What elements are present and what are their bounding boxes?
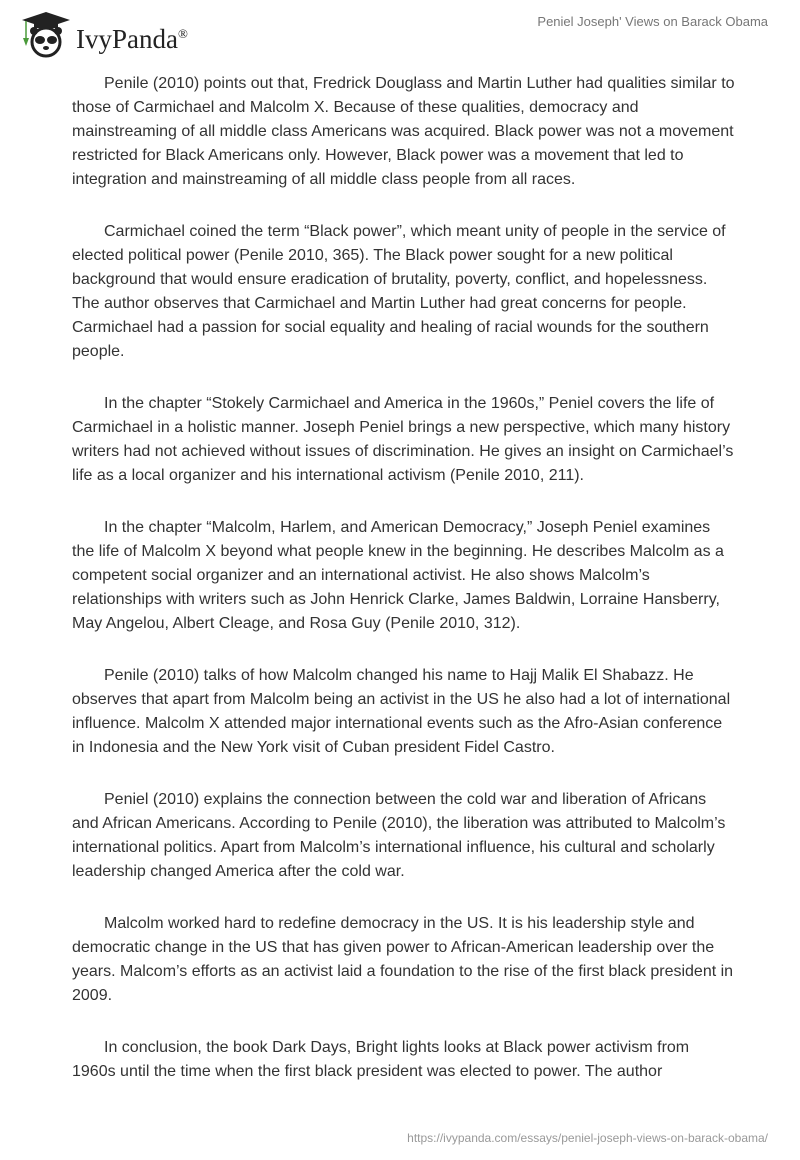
ivypanda-logo[interactable] (18, 10, 188, 58)
paragraph: In conclusion, the book Dark Days, Bright lights looks at Black power activism from 1960s until the time when the first black president was elected to power. The author (72, 1039, 690, 1080)
document-title: Peniel Joseph' Views on Barack Obama (537, 14, 768, 29)
paragraph: Penile (2010) points out that, Fredrick Douglass and Martin Luther had qualities similar to those of Carmichael and Malcolm X. Because of these qualities, democracy and mainstreaming of all middle class Americans was acquired. Black power was not a movement restricted for Black Americans only. However, Black power was a movement that led to integration and mainstreaming of all middle class people from all races. (72, 75, 735, 188)
source-url[interactable]: https://ivypanda.com/essays/peniel-joseph-views-on-barack-obama/ (407, 1131, 768, 1145)
logo-text: IvyPanda® (76, 23, 188, 54)
paragraph: In the chapter “Malcolm, Harlem, and American Democracy,” Joseph Peniel examines the life of Malcolm X beyond what people knew in the beginning. He describes Malcolm as a competent social organizer and an international activist. He also shows Malcolm’s relationships with writers such as John Henrick Clarke, James Baldwin, Lorraine Hansberry, May Angelou, Albert Cleage, and Rosa Guy (Penile 2010, 312). (72, 519, 724, 632)
paragraph: Peniel (2010) explains the connection between the cold war and liberation of Africans and African Americans. According to Penile (2010), the liberation was attributed to Malcolm’s international politics. Apart from Malcolm’s international influence, his cultural and scholarly leadership changed America after the cold war. (72, 791, 726, 880)
essay-body (72, 72, 736, 1112)
paragraph: Carmichael coined the term “Black power”, which meant unity of people in the service of elected political power (Penile 2010, 365). The Black power sought for a new political background that would ensure eradication of brutality, poverty, conflict, and hopelessness. The author observes that Carmichael and Martin Luther had great concerns for people. Carmichael had a passion for social equality and healing of racial wounds for the southern people. (72, 223, 726, 360)
panda-graduate-icon (18, 10, 74, 58)
paragraph: Malcolm worked hard to redefine democracy in the US. It is his leadership style and democratic change in the US that has given power to African-American leadership over the years. Malcom’s efforts as an activist laid a foundation to the rise of the first black president in 2009. (72, 915, 734, 1004)
paragraph: In the chapter “Stokely Carmichael and America in the 1960s,” Peniel covers the life of Carmichael in a holistic manner. Joseph Peniel brings a new perspective, which many history writers had not achieved without issues of discrimination. He gives an insight on Carmichael’s life as a local organizer and his international activism (Penile 2010, 211). (72, 395, 734, 484)
paragraph: Penile (2010) talks of how Malcolm changed his name to Hajj Malik El Shabazz. He observes that apart from Malcolm being an activist in the US he also had a lot of international influence. Malcolm X attended major international events such as the Afro-Asian conference in Indonesia and the New York visit of Cuban president Fidel Castro. (72, 667, 731, 756)
